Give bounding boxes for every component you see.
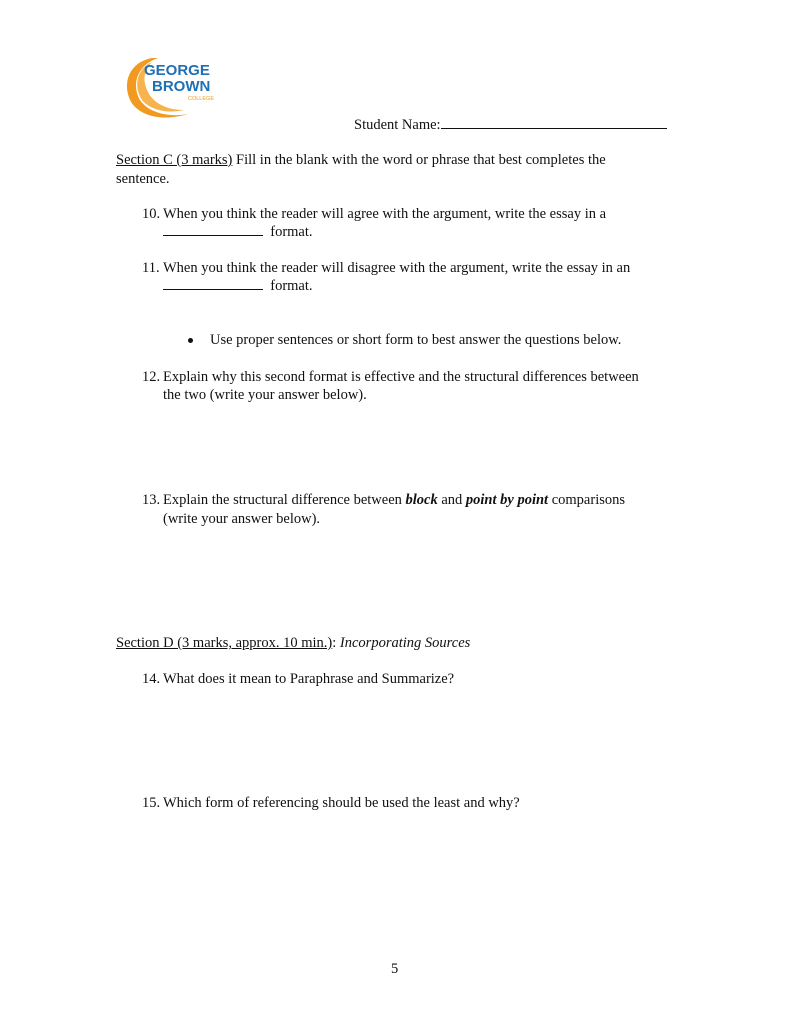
bullet-dot xyxy=(188,338,193,343)
q13-text-e: comparisons xyxy=(548,492,626,508)
q13-text-a: Explain the structural difference between xyxy=(163,492,406,508)
section-d-title: Section D (3 marks, approx. 10 min.) xyxy=(116,635,333,651)
section-d-separator: : xyxy=(332,635,340,651)
section-d-subtitle: Incorporating Sources xyxy=(339,635,471,651)
q14-text: What does it mean to Paraphrase and Summarize? xyxy=(163,671,455,687)
section-d-heading xyxy=(116,634,470,652)
q10-number: 10. xyxy=(142,206,161,222)
page-number: 5 xyxy=(391,961,399,977)
q11-blank-line xyxy=(163,277,313,295)
section-c-instruction-cont: sentence. xyxy=(116,171,170,187)
q10-blank-line xyxy=(163,223,313,241)
logo-line-college: COLLEGE xyxy=(188,96,214,102)
q13-term-block: block xyxy=(405,492,438,508)
logo-line-george: GEORGE xyxy=(144,62,210,79)
section-c-title: Section C (3 marks) xyxy=(116,152,233,168)
george-brown-college-logo xyxy=(122,52,218,122)
q10-text: When you think the reader will agree with the argument, write the essay in a xyxy=(163,206,607,222)
q13-number: 13. xyxy=(142,492,161,508)
logo-line-brown: BROWN xyxy=(152,78,211,95)
q11-text: When you think the reader will disagree with the argument, write the essay in an xyxy=(163,260,631,276)
q11-format: format. xyxy=(270,278,313,294)
bullet-note: Use proper sentences or short form to best answer the questions below. xyxy=(210,332,622,348)
q13-text xyxy=(163,491,625,509)
section-c-heading xyxy=(116,151,606,169)
q13-text-cont: (write your answer below). xyxy=(163,511,321,527)
q11-number: 11. xyxy=(142,260,160,276)
section-c-instruction: Fill in the blank with the word or phrase that best completes the xyxy=(232,152,606,168)
student-name-label: Student Name: xyxy=(354,117,441,133)
student-name-field xyxy=(354,116,667,134)
q11-blank xyxy=(163,277,263,290)
q12-text: Explain why this second format is effective and the structural differences between xyxy=(163,369,639,385)
q14-number: 14. xyxy=(142,671,161,687)
q12-number: 12. xyxy=(142,369,161,385)
q15-text: Which form of referencing should be used the least and why? xyxy=(163,795,520,811)
student-name-blank xyxy=(441,116,667,129)
q10-blank xyxy=(163,223,263,236)
q10-format: format. xyxy=(270,224,313,240)
q13-term-point-by-point: point by point xyxy=(465,492,549,508)
q12-text-cont: the two (write your answer below). xyxy=(163,387,367,403)
q15-number: 15. xyxy=(142,795,161,811)
q13-text-c: and xyxy=(437,492,466,508)
